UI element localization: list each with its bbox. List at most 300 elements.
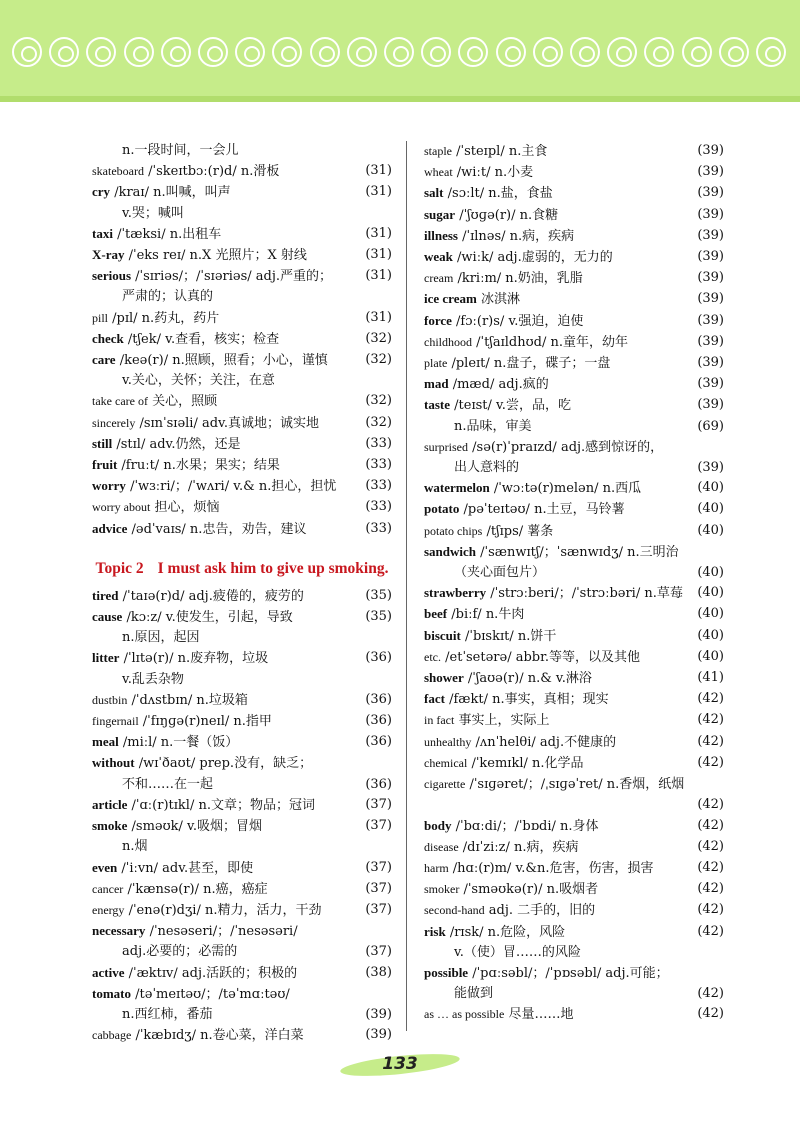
vocab-entry — [92, 879, 392, 900]
definition: /ˈsməʊkə(r)/ n.吸烟者 — [463, 882, 599, 898]
definition: 尽量……地 — [508, 1007, 574, 1023]
headword: body — [424, 817, 452, 833]
page-ref: (42) — [697, 797, 724, 813]
entry-continuation — [92, 670, 360, 690]
headword: active — [92, 964, 125, 980]
headword: cry — [92, 184, 111, 200]
page-ref: (32) — [365, 352, 392, 368]
entry-line — [92, 690, 360, 711]
headword: article — [92, 796, 128, 812]
entry-line — [92, 648, 360, 669]
vocab-entry — [92, 795, 392, 816]
definition: n.原因，起因 — [122, 630, 200, 646]
page-ref: (37) — [365, 901, 392, 917]
definition: /ˈɪlnəs/ n.病，疾病 — [462, 228, 575, 244]
page-ref: (40) — [697, 480, 724, 496]
entry-line — [424, 353, 692, 374]
headword: illness — [424, 227, 458, 243]
headword: energy — [92, 902, 125, 917]
entry-line — [92, 879, 360, 900]
vocab-entry — [424, 226, 724, 247]
definition: /tʃɪps/ 薯条 — [486, 523, 554, 539]
entry-line — [424, 374, 692, 395]
page-ref: (37) — [365, 880, 392, 896]
ring-icon — [496, 37, 526, 67]
definition: /ˈskeɪtbɔː(r)d/ n.滑板 — [148, 164, 280, 180]
entry-line — [424, 437, 692, 458]
banner-edge — [0, 96, 800, 102]
vocab-entry — [92, 648, 392, 689]
vocab-entry — [424, 816, 724, 837]
right-column — [424, 141, 724, 1041]
entry-line — [424, 689, 692, 710]
definition: /sə(r)ˈpraɪzd/ adj.感到惊讶的， — [472, 439, 664, 455]
vocab-entry — [92, 921, 392, 962]
definition: /ˈsænwɪtʃ/；ˈsænwɪdʒ/ n.三明治 — [480, 544, 679, 560]
page-ref: (39) — [697, 397, 724, 413]
vocab-entry — [92, 391, 392, 412]
page-ref: (40) — [697, 648, 724, 664]
definition: /ˈtʃaɪldhʊd/ n.童年，幼年 — [476, 334, 629, 350]
page-ref: (42) — [697, 881, 724, 897]
page-ref: (42) — [697, 1006, 724, 1022]
headword: without — [92, 755, 135, 771]
headword: even — [92, 859, 118, 875]
definition: 关心，照顾 — [152, 394, 218, 410]
entry-line — [424, 478, 692, 499]
topic-title: I must ask him to give up smoking. — [157, 559, 389, 577]
page-ref: (36) — [365, 776, 392, 792]
page-ref: (31) — [365, 225, 392, 241]
vocab-entry — [424, 1004, 724, 1025]
definition: /ʌnˈhelθi/ adj.不健康的 — [475, 734, 617, 750]
definition: 担心，烦恼 — [154, 500, 220, 516]
vocab-entry — [92, 161, 392, 182]
ring-icon — [310, 37, 340, 67]
definition: 冰淇淋 — [480, 292, 520, 308]
entry-line — [424, 395, 692, 416]
ring-icon — [86, 37, 116, 67]
ring-icon — [12, 37, 42, 67]
page-ref: (39) — [697, 355, 724, 371]
vocab-entry — [424, 626, 724, 647]
headword: mad — [424, 376, 449, 392]
vocab-entry — [92, 586, 392, 607]
headword: force — [424, 312, 452, 328]
definition: /etˈsetərə/ abbr.等等，以及其他 — [445, 649, 641, 665]
definition: /ˈkemɪkl/ n.化学品 — [471, 755, 584, 771]
page-ref: (39) — [697, 227, 724, 243]
vocab-entry — [424, 583, 724, 604]
headword: as … as possible — [424, 1007, 505, 1022]
entry-line — [424, 668, 692, 689]
definition: /fɔː(r)s/ v.强迫，迫使 — [456, 313, 584, 329]
entry-continuation — [424, 795, 692, 815]
ring-icon — [161, 37, 191, 67]
vocab-entry — [92, 476, 392, 497]
headword: still — [92, 435, 113, 451]
vocab-entry — [92, 329, 392, 350]
entry-line — [92, 455, 360, 476]
entry-line — [92, 795, 360, 816]
headword: plate — [424, 356, 448, 371]
entry-line — [424, 542, 692, 563]
page-ref: (40) — [697, 522, 724, 538]
entry-line — [424, 879, 692, 900]
entry-line — [92, 586, 360, 607]
definition: v.关心，关怀；关注，在意 — [122, 373, 275, 389]
vocab-entry — [424, 879, 724, 900]
page-ref: (39) — [697, 206, 724, 222]
headword: disease — [424, 839, 459, 854]
entry-line — [424, 922, 692, 943]
ring-icon — [421, 37, 451, 67]
definition: /ˈtaɪə(r)d/ adj.疲倦的，疲劳的 — [122, 588, 304, 604]
headword: tomato — [92, 985, 131, 1001]
headword: worry about — [92, 500, 151, 515]
page-ref: (37) — [365, 818, 392, 834]
entry-line — [92, 308, 360, 329]
page-ref: (69) — [697, 418, 724, 434]
entry-line — [92, 711, 360, 732]
entry-line — [92, 519, 360, 540]
definition: /təˈmeɪtəʊ/；/təˈmɑːtəʊ/ — [135, 986, 290, 1002]
vocab-entry — [424, 689, 724, 710]
headword: potato chips — [424, 523, 483, 538]
ring-icon — [235, 37, 265, 67]
definition: /ˈenə(r)dʒi/ n.精力，活力，干劲 — [128, 902, 322, 918]
page-ref: (39) — [365, 1027, 392, 1043]
headword: cabbage — [92, 1028, 132, 1043]
page-ref: (41) — [697, 670, 724, 686]
headword: sandwich — [424, 543, 477, 559]
vocab-entry — [424, 311, 724, 332]
definition: /biːf/ n.牛肉 — [451, 607, 525, 623]
definition: /sɪnˈsɪəli/ adv.真诚地；诚实地 — [139, 415, 319, 431]
vocab-entry — [92, 963, 392, 984]
entry-continuation — [92, 942, 360, 962]
headword: taxi — [92, 225, 113, 241]
entry-line — [92, 732, 360, 753]
headword: smoker — [424, 882, 460, 897]
definition: /ˈwɜːri/；/ˈwʌri/ v.& n.担心，担忧 — [130, 479, 337, 495]
vocab-entry — [424, 900, 724, 921]
headword: cancer — [92, 881, 124, 896]
page-ref: (39) — [697, 249, 724, 265]
headword: second-hand — [424, 903, 485, 918]
vocab-entry — [424, 478, 724, 499]
page-ref: (36) — [365, 691, 392, 707]
headword: sugar — [424, 206, 456, 222]
entry-line — [424, 900, 692, 921]
entry-continuation — [92, 204, 360, 224]
definition: /ˈwɔːtə(r)melən/ n.西瓜 — [493, 481, 642, 497]
headword: sincerely — [92, 415, 136, 430]
vocab-entry — [424, 732, 724, 753]
header-banner — [0, 0, 800, 102]
page-ref: (36) — [365, 713, 392, 729]
definition: /pɪl/ n.药丸，药片 — [112, 310, 220, 326]
definition: n.烟 — [122, 839, 148, 855]
definition: v.（使）冒……的风险 — [454, 944, 581, 960]
entry-line — [424, 226, 692, 247]
entry-line — [424, 710, 692, 731]
vocab-entry — [92, 711, 392, 732]
definition: /ˈsteɪpl/ n.主食 — [456, 144, 548, 159]
entry-continuation — [92, 1005, 360, 1025]
vocab-entry — [92, 224, 392, 245]
headword: surprised — [424, 439, 468, 454]
entry-line — [92, 266, 360, 287]
entry-line — [424, 268, 692, 289]
definition: /ˈpɑːsəbl/；/ˈpɒsəbl/ adj.可能； — [472, 965, 669, 981]
vocab-list-topic1 — [92, 141, 392, 540]
definition: /ˈiːvn/ adv.甚至，即使 — [121, 860, 254, 876]
vocab-entry — [92, 984, 392, 1025]
definition: /rɪsk/ n.危险，风险 — [449, 924, 566, 940]
vocab-entry — [424, 710, 724, 731]
headword: wheat — [424, 165, 453, 180]
vocab-entry — [92, 455, 392, 476]
page-ref: (37) — [365, 796, 392, 812]
vocab-entry — [92, 816, 392, 857]
ring-icon — [49, 37, 79, 67]
definition: /fruːt/ n.水果；果实；结果 — [121, 458, 280, 474]
entry-line — [92, 141, 360, 161]
definition: /ˈʃʊɡə(r)/ n.食糖 — [459, 207, 559, 223]
definition: /pəˈteɪtəʊ/ n.土豆，马铃薯 — [463, 502, 625, 518]
entry-line — [424, 311, 692, 332]
definition: 不和……在一起 — [122, 776, 214, 792]
vocab-entry — [92, 519, 392, 540]
definition: /wɪˈðaʊt/ prep.没有，缺乏； — [138, 756, 313, 772]
headword: meal — [92, 734, 119, 750]
entry-continuation — [424, 563, 692, 583]
page-ref: (42) — [697, 817, 724, 833]
vocab-entry — [424, 647, 724, 668]
entry-line — [424, 837, 692, 858]
vocab-entry — [424, 162, 724, 183]
headword: childhood — [424, 334, 472, 349]
entry-line — [92, 753, 360, 774]
headword: ice cream — [424, 291, 477, 307]
definition: /kraɪ/ n.叫喊，叫声 — [114, 185, 231, 201]
entry-line — [92, 858, 360, 879]
entry-line — [92, 434, 360, 455]
definition: （夹心面包片） — [454, 565, 546, 581]
page-ref: (42) — [697, 754, 724, 770]
definition: /ˈɑː(r)tɪkl/ n.文章；物品；冠词 — [131, 797, 315, 813]
entry-continuation — [92, 628, 360, 648]
definition: adj. 二手的，旧的 — [488, 903, 596, 919]
definition: /stɪl/ adv.仍然，还是 — [116, 436, 241, 452]
definition: /ədˈvaɪs/ n.忠告，劝告，建议 — [131, 521, 307, 537]
entry-line — [92, 413, 360, 434]
ring-icon — [198, 37, 228, 67]
page-ref: (42) — [697, 691, 724, 707]
page-ref: (35) — [365, 587, 392, 603]
vocab-entry — [424, 499, 724, 520]
page-ref: (31) — [365, 268, 392, 284]
headword: advice — [92, 520, 128, 536]
entry-line — [424, 774, 692, 795]
definition: /ˈlɪtə(r)/ n.废弃物，垃圾 — [123, 651, 269, 667]
page-ref: (32) — [365, 330, 392, 346]
definition: n.品味，审美 — [454, 418, 532, 434]
definition: /ˈkænsə(r)/ n.癌，癌症 — [127, 881, 268, 897]
vocab-entry — [424, 332, 724, 353]
vocab-entry — [424, 183, 724, 204]
entry-line — [424, 647, 692, 668]
headword: beef — [424, 606, 448, 622]
definition: /ˈtæksi/ n.出租车 — [117, 226, 222, 242]
vocab-entry — [424, 753, 724, 774]
definition: /tʃek/ v.查看，核实；检查 — [127, 331, 280, 347]
page-ref: (37) — [365, 944, 392, 960]
headword: worry — [92, 478, 126, 494]
vocab-entry — [92, 434, 392, 455]
page-footer — [330, 1046, 470, 1090]
ring-icon — [272, 37, 302, 67]
vocab-entry — [92, 690, 392, 711]
page-ref: (33) — [365, 435, 392, 451]
headword: possible — [424, 964, 469, 980]
vocab-entry — [424, 417, 724, 437]
page-ref: (31) — [365, 309, 392, 325]
page-ref: (42) — [697, 902, 724, 918]
entry-line — [424, 141, 692, 162]
page-ref: (33) — [365, 478, 392, 494]
entry-line — [92, 497, 360, 518]
definition: /ˈkæbɪdʒ/ n.卷心菜，洋白菜 — [135, 1028, 304, 1044]
definition: /kɔːz/ v.使发生，引起，导致 — [126, 610, 293, 626]
definition: n.西红柿，番茄 — [122, 1006, 213, 1022]
vocab-entry — [424, 922, 724, 963]
definition: adj.必要的；必需的 — [122, 944, 238, 960]
vocab-entry — [424, 668, 724, 689]
entry-line — [424, 583, 692, 604]
entry-line — [92, 182, 360, 203]
ring-icon — [458, 37, 488, 67]
definition: 严肃的；认真的 — [122, 289, 214, 305]
entry-line — [424, 247, 692, 268]
definition: /ˈnesəseri/；/ˈnesəsəri/ — [149, 924, 298, 940]
page-ref: (40) — [697, 565, 724, 581]
ring-icon — [607, 37, 637, 67]
vocab-entry — [424, 205, 724, 226]
headword: check — [92, 330, 124, 346]
decorative-rings — [12, 37, 792, 71]
definition: /ˈdʌstbɪn/ n.垃圾箱 — [131, 692, 248, 708]
headword: pill — [92, 310, 109, 325]
definition: /ˈstrɔːberi/；/ˈstrɔːbəri/ n.草莓 — [490, 586, 683, 602]
ring-icon — [719, 37, 749, 67]
headword: weak — [424, 249, 453, 265]
definition: /ˈbɪskɪt/ n.饼干 — [464, 628, 557, 644]
headword: smoke — [92, 818, 128, 834]
entry-continuation — [424, 943, 692, 963]
headword: care — [92, 352, 116, 368]
ring-icon — [682, 37, 712, 67]
entry-line — [424, 417, 692, 437]
entry-line — [92, 161, 360, 182]
headword: tired — [92, 587, 119, 603]
definition: /dɪˈziːz/ n.病，疾病 — [462, 839, 579, 855]
vocab-entry — [92, 266, 392, 307]
vocab-entry — [424, 374, 724, 395]
page-ref: (37) — [365, 859, 392, 875]
headword: risk — [424, 923, 446, 939]
vocab-entry — [424, 141, 724, 162]
entry-line — [92, 329, 360, 350]
vocab-entry — [92, 900, 392, 921]
entry-line — [92, 224, 360, 245]
entry-line — [92, 350, 360, 371]
vocab-entry — [424, 268, 724, 289]
ring-icon — [124, 37, 154, 67]
ring-icon — [347, 37, 377, 67]
page-ref: (39) — [697, 185, 724, 201]
headword: litter — [92, 650, 120, 666]
entry-continuation — [92, 371, 360, 391]
vocab-entry — [424, 247, 724, 268]
entry-line — [424, 816, 692, 837]
entry-line — [92, 900, 360, 921]
page-ref: (36) — [365, 734, 392, 750]
page-ref: (42) — [697, 923, 724, 939]
page-ref: (33) — [365, 520, 392, 536]
definition: v.哭；喊叫 — [122, 205, 184, 221]
definition: /teɪst/ v.尝，品，吃 — [454, 398, 571, 414]
entry-line — [424, 183, 692, 204]
page-ref: (39) — [697, 270, 724, 286]
entry-line — [424, 289, 692, 310]
entry-line — [92, 607, 360, 628]
entry-line — [424, 332, 692, 353]
headword: fruit — [92, 457, 118, 473]
page-ref: (31) — [365, 163, 392, 179]
entry-line — [424, 753, 692, 774]
page-ref: (42) — [697, 859, 724, 875]
topic-number: Topic 2 — [95, 559, 144, 577]
entry-line — [92, 984, 360, 1005]
vocab-entry — [92, 607, 392, 648]
definition: /ˈsɪɡəret/；/ˌsɪɡəˈret/ n.香烟，纸烟 — [469, 777, 685, 793]
page-ref: (39) — [697, 143, 724, 158]
definition: /keə(r)/ n.照顾，照看；小心，谨慎 — [119, 353, 328, 369]
headword: strawberry — [424, 585, 487, 601]
entry-line — [92, 816, 360, 837]
headword: cream — [424, 271, 454, 286]
headword: take care of — [92, 394, 148, 409]
headword: in fact — [424, 713, 455, 728]
page-ref: (39) — [697, 333, 724, 349]
entry-line — [424, 499, 692, 520]
definition: /hɑː(r)m/ v.&n.危害，伤害，损害 — [452, 860, 654, 876]
definition: /wiːk/ adj.虚弱的，无力的 — [457, 250, 613, 266]
entry-continuation — [424, 984, 692, 1004]
definition: n.一段时间，一会儿 — [122, 143, 239, 158]
vocab-list-right — [424, 141, 724, 1026]
vocab-entry — [92, 308, 392, 329]
entry-continuation — [92, 837, 360, 857]
definition: /pleɪt/ n.盘子，碟子；一盘 — [451, 356, 611, 372]
entry-line — [424, 162, 692, 183]
vocab-entry — [424, 521, 724, 542]
page-ref: (39) — [697, 291, 724, 307]
vocab-entry — [424, 604, 724, 625]
entry-line — [92, 963, 360, 984]
